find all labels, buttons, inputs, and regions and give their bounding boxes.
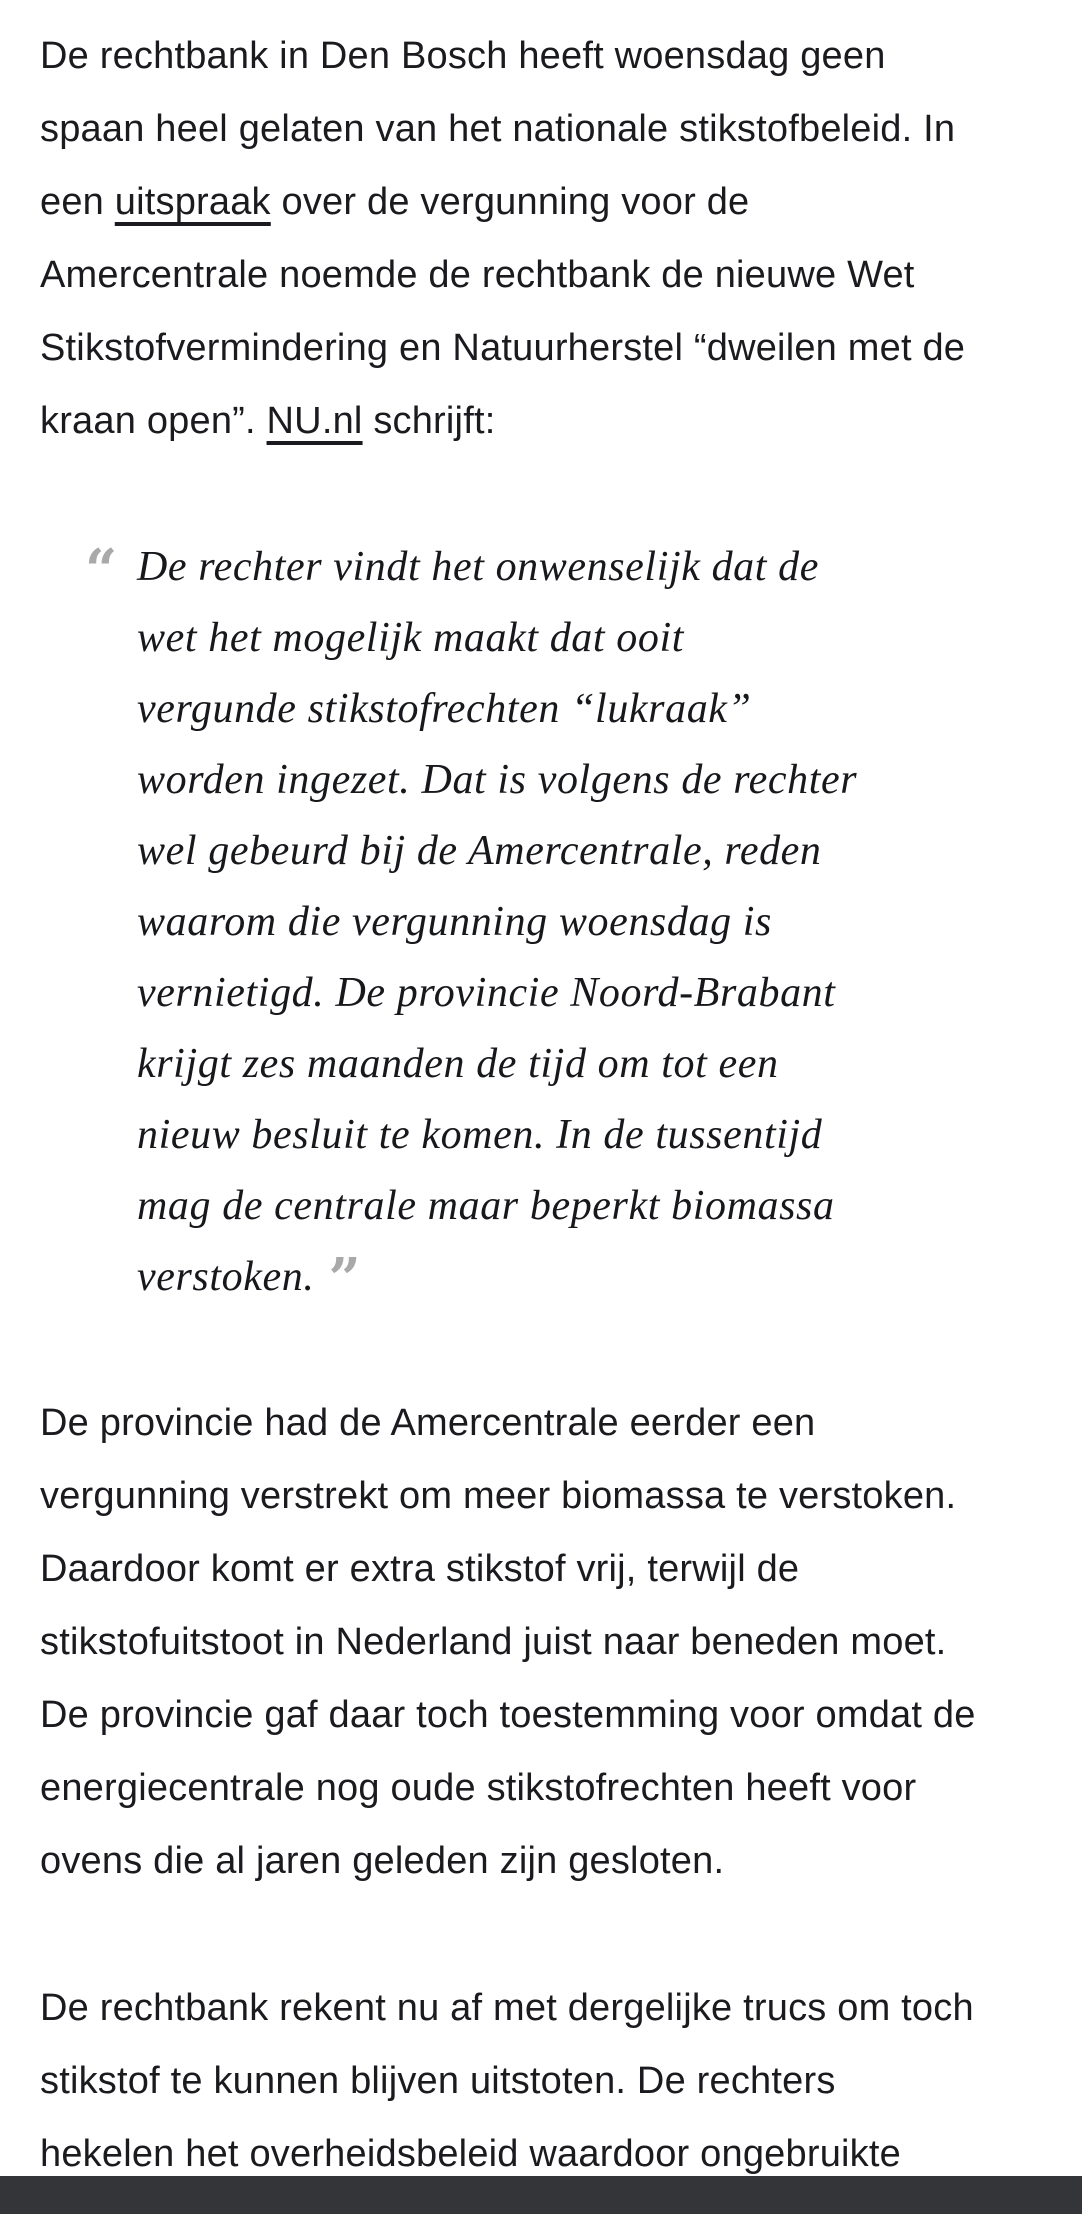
text-segment: De provincie had de Amercentrale eerder een [40, 1402, 816, 1444]
link-uitspraak[interactable]: uitspraak [114, 181, 271, 223]
text-segment: een [40, 181, 115, 223]
text-line [137, 532, 1042, 603]
text-segment: stikstof te kunnen blijven uitstoten. De rechters [40, 2060, 836, 2102]
text-segment: krijgt zes maanden de tijd om tot een [137, 1041, 779, 1087]
text-line [137, 674, 1042, 745]
text-line [40, 1972, 1042, 2045]
text-line [40, 20, 1042, 93]
text-line [40, 1825, 1042, 1898]
text-line [137, 745, 1042, 816]
text-segment: verstoken. [137, 1254, 315, 1300]
text-segment: stikstofuitstoot in Nederland juist naar beneden moet. [40, 1621, 947, 1663]
text-line [40, 312, 1042, 385]
text-segment: vergunning verstrekt om meer biomassa te verstoken. [40, 1475, 957, 1517]
text-line [40, 166, 1042, 239]
bottom-toolbar [0, 2176, 1082, 2214]
text-segment: wet het mogelijk maakt dat ooit [137, 615, 685, 661]
text-segment: schrijft: [362, 400, 496, 442]
text-line [137, 603, 1042, 674]
text-segment: vernietigd. De provincie Noord-Brabant [137, 970, 836, 1016]
text-line [40, 2045, 1042, 2118]
pull-quote [85, 532, 1042, 1313]
text-line [40, 385, 1042, 458]
text-line [40, 1533, 1042, 1606]
text-segment: De provincie gaf daar toch toestemming voor omdat de [40, 1694, 976, 1736]
text-segment: nieuw besluit te komen. In de tussentijd [137, 1112, 823, 1158]
text-line [40, 1679, 1042, 1752]
text-segment: vergunde stikstofrechten “lukraak” [137, 686, 752, 732]
text-segment: worden ingezet. Dat is volgens de rechter [137, 757, 858, 803]
text-line [137, 1100, 1042, 1171]
text-segment: Daardoor komt er extra stikstof vrij, terwijl de [40, 1548, 800, 1590]
text-line [40, 1460, 1042, 1533]
text-segment: Stikstofvermindering en Natuurherstel “dweilen met de [40, 327, 966, 369]
text-line [40, 1606, 1042, 1679]
paragraph-ruling [40, 1972, 1042, 2191]
text-line [137, 1171, 1042, 1242]
text-segment: De rechtbank rekent nu af met dergelijke trucs om toch [40, 1987, 974, 2029]
text-line [137, 887, 1042, 958]
text-segment: mag de centrale maar beperkt biomassa [137, 1183, 835, 1229]
paragraph-intro [40, 20, 1042, 458]
text-segment: De rechtbank in Den Bosch heeft woensdag geen [40, 35, 886, 77]
paragraph-explanation [40, 1387, 1042, 1898]
text-line [137, 958, 1042, 1029]
text-line [137, 1029, 1042, 1100]
text-segment: hekelen het overheidsbeleid waardoor ongebruikte [40, 2133, 901, 2175]
pull-quote-text [137, 532, 1042, 1313]
text-segment: energiecentrale nog oude stikstofrechten heeft voor [40, 1767, 917, 1809]
open-quote-icon: “ [85, 537, 118, 603]
text-line [137, 816, 1042, 887]
text-line [40, 239, 1042, 312]
text-segment: ovens die al jaren geleden zijn gesloten. [40, 1840, 725, 1882]
text-segment: kraan open”. [40, 400, 267, 442]
text-line [40, 1752, 1042, 1825]
text-line [40, 1387, 1042, 1460]
text-segment: wel gebeurd bij de Amercentrale, reden [137, 828, 822, 874]
text-segment: over de vergunning voor de [270, 181, 750, 223]
text-segment: waarom die vergunning woensdag is [137, 899, 772, 945]
link-nu-nl[interactable]: NU.nl [266, 400, 363, 442]
text-segment: De rechter vindt het onwenselijk dat de [137, 544, 819, 590]
text-segment: Amercentrale noemde de rechtbank de nieuwe Wet [40, 254, 915, 296]
text-line [40, 93, 1042, 166]
text-segment: spaan heel gelaten van het nationale stikstofbeleid. In [40, 108, 956, 150]
text-line: verstoken. ” [137, 1246, 362, 1312]
